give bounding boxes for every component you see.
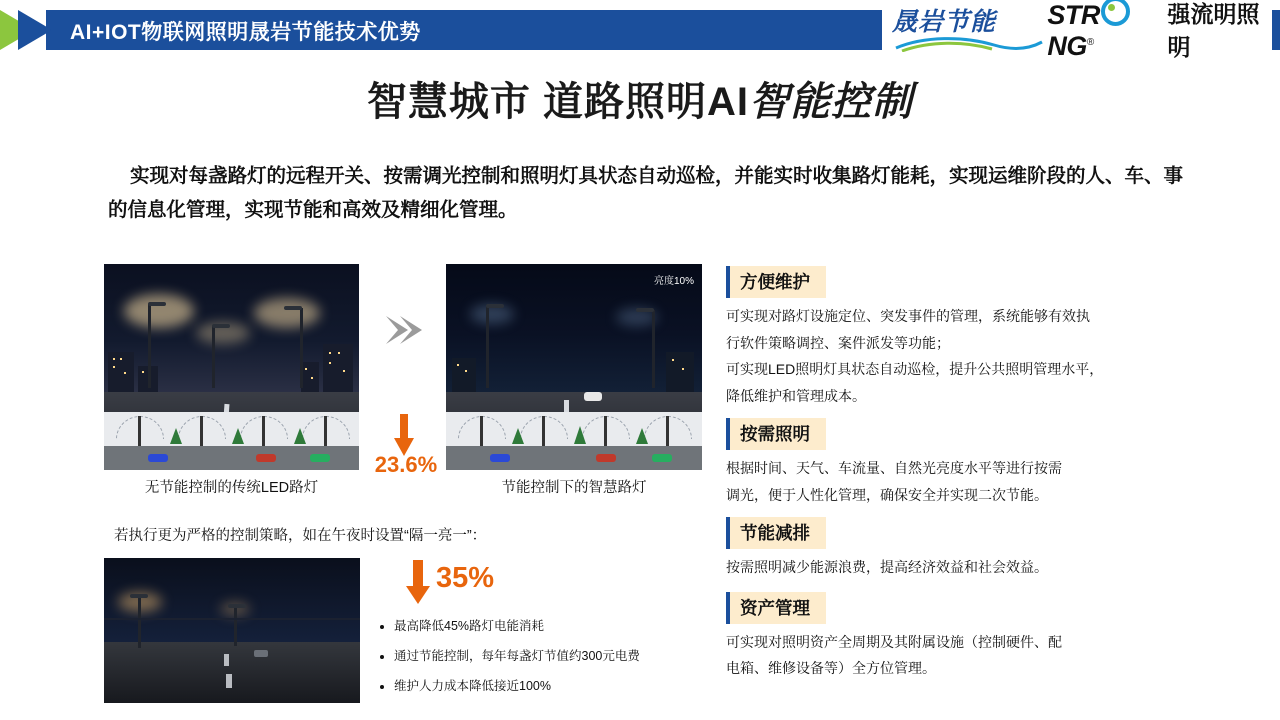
car-icon: [256, 454, 276, 462]
lamp-head: [148, 302, 166, 306]
logo-strong-wordmark: [1047, 0, 1165, 62]
building: [323, 344, 353, 392]
lamp-glow: [254, 298, 320, 328]
feature-line: 可实现LED照明灯具状态自动巡检，提升公共照明管理水平，: [726, 361, 1104, 377]
feature-on-demand-lighting: [726, 418, 1172, 507]
page-title: [0, 70, 1280, 127]
lamp-head: [212, 324, 230, 328]
feature-energy-saving: [726, 517, 1172, 580]
building: [452, 358, 476, 392]
strategy-note: 若执行更为严格的控制策略，如在午夜时设置“隔一亮一”：: [114, 528, 487, 544]
page-header: [0, 0, 1280, 61]
feature-line: 可实现对照明资产全周期及其附属设施（控制硬件、配: [726, 633, 1062, 650]
schematic-pole: [542, 416, 545, 446]
lamp-pole: [234, 606, 237, 646]
logo-chinese-name: 晟岩节能: [892, 8, 997, 36]
car-icon: [310, 454, 330, 462]
tree-icon: [636, 428, 648, 444]
feature-line: 降低维护和管理成本。: [726, 387, 866, 404]
brand-logo: [882, 0, 1272, 61]
feature-line: 电箱、维修设备等）全方位管理。: [726, 660, 936, 676]
page-title-emphasis: 智能控制: [749, 80, 914, 124]
feature-body: [726, 304, 1172, 408]
feature-title: 按需照明: [726, 418, 826, 450]
road-surface: [104, 642, 360, 703]
lamp-head: [130, 594, 148, 598]
schematic-pole: [200, 416, 203, 446]
feature-body: [726, 630, 1172, 681]
schematic-pole: [324, 416, 327, 446]
benefits-list: [378, 618, 698, 708]
car-icon: [254, 650, 268, 657]
page-title-plain: 智慧城市 道路照明AI: [366, 80, 750, 124]
lane-marking: [226, 674, 232, 688]
schematic-pole: [262, 416, 265, 446]
savings-percent-2: 35%: [436, 562, 495, 594]
logo-ring-icon: [1101, 0, 1130, 26]
feature-line: 根据时间、天气、车流量、自然光亮度水平等进行按需: [726, 460, 1062, 476]
feature-body: [726, 555, 1172, 580]
schematic-pole: [138, 416, 141, 446]
header-blue-chevron-icon: [18, 10, 52, 50]
logo-swoosh-icon: [894, 36, 1044, 52]
savings-percent-1: 23.6%: [374, 452, 438, 477]
header-title: AI+IOT物联网照明晟岩节能技术优势: [70, 21, 421, 44]
tree-icon: [512, 428, 524, 444]
feature-title: 节能减排: [726, 517, 826, 549]
lamp-pole: [486, 306, 489, 388]
logo-chinese-subname: 强流明照明: [1167, 1, 1260, 60]
logo-registered-mark: ®: [1086, 36, 1094, 48]
feature-line: 可实现对路灯设施定位、突发事件的管理，系统能够有效执: [726, 308, 1090, 324]
feature-maintenance: [726, 266, 1172, 408]
schematic-pole: [480, 416, 483, 446]
tree-icon: [294, 428, 306, 444]
car-icon: [596, 454, 616, 462]
lamp-head: [284, 306, 302, 310]
down-arrow-icon-2: [404, 560, 432, 606]
tree-icon: [232, 428, 244, 444]
caption-traditional: 无节能控制的传统LED路灯: [144, 480, 319, 496]
right-arrow-icon: [382, 312, 426, 348]
list-item: • 维护人力成本降低接近100%: [394, 678, 698, 695]
feature-line: 调光，便于人性化管理，确保安全并实现二次节能。: [726, 486, 1048, 503]
lamp-glow: [124, 294, 194, 328]
lamp-pole: [148, 304, 151, 388]
lamp-head: [636, 308, 654, 312]
schematic-pole: [666, 416, 669, 446]
horizon-line: [104, 618, 360, 620]
list-item: • 通过节能控制，每年每盏灯节值约300元电费: [394, 648, 698, 665]
brightness-badge: 亮度10%: [653, 276, 694, 287]
intro-paragraph: 实现对每盏路灯的远程开关、按需调光控制和照明灯具状态自动巡检，并能实时收集路灯能耗，实现运维阶段的人、车、事的信息化管理，实现节能和高效及精细化管理。: [108, 165, 1184, 221]
logo-strong-tail: NG: [1047, 30, 1087, 61]
feature-asset-management: [726, 592, 1172, 681]
image-midnight-streetlight: [104, 558, 360, 703]
lamp-head: [228, 604, 246, 608]
lane-marking: [224, 654, 229, 666]
lamp-head: [486, 304, 504, 308]
car-icon: [148, 454, 168, 462]
feature-line: 行软件策略调控、案件派发等功能；: [726, 334, 950, 351]
lamp-pole: [652, 310, 655, 388]
lamp-pole: [212, 326, 215, 388]
building: [666, 352, 694, 392]
feature-title: 方便维护: [726, 266, 826, 298]
feature-line: 按需照明减少能源浪费，提高经济效益和社会效益。: [726, 559, 1048, 575]
tree-icon: [574, 426, 586, 444]
caption-smart: 节能控制下的智慧路灯: [501, 480, 647, 496]
building: [108, 352, 134, 392]
logo-strong-text: STR: [1047, 0, 1100, 30]
schematic-pole: [604, 416, 607, 446]
tree-icon: [170, 428, 182, 444]
car-icon: [652, 454, 672, 462]
list-item: • 最高降低45%路灯电能消耗: [394, 618, 698, 635]
car-icon: [584, 392, 602, 401]
image-smart-streetlight: [446, 264, 702, 470]
image-traditional-streetlight: [104, 264, 359, 470]
car-icon: [490, 454, 510, 462]
features-column: [726, 266, 1172, 687]
building: [301, 362, 319, 392]
feature-title: 资产管理: [726, 592, 826, 624]
lamp-pole: [138, 596, 141, 648]
lamp-pole: [300, 308, 303, 388]
feature-body: [726, 456, 1172, 507]
